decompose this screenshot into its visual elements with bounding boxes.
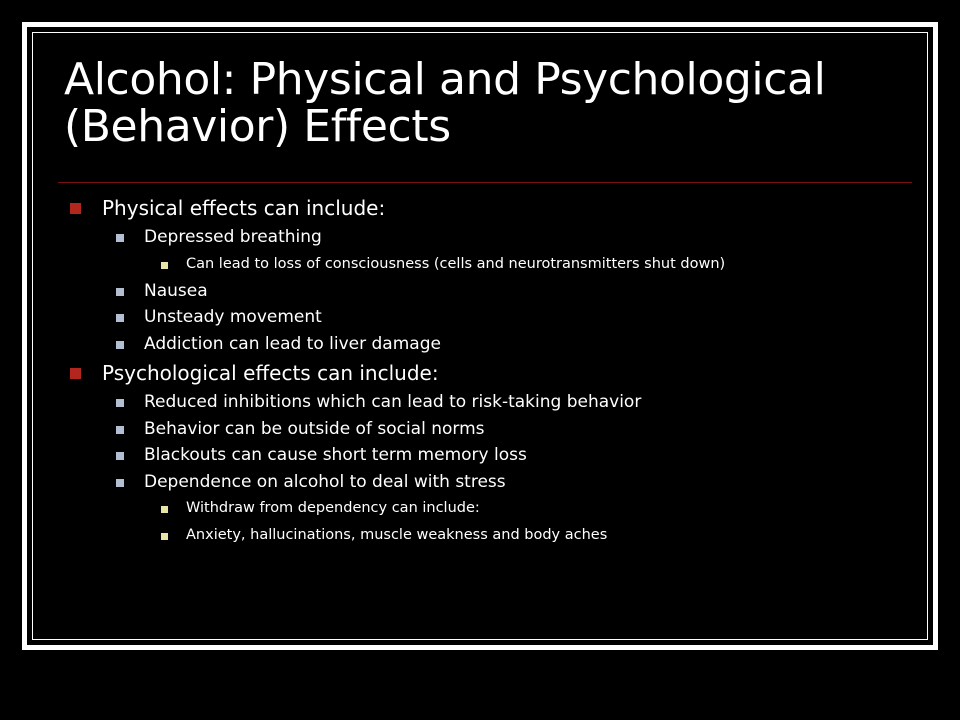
sub-sub-bullet-loss-of-consciousness — [70, 251, 910, 278]
bullet-psychological-effects — [70, 357, 910, 389]
sub-bullet-blackouts — [70, 442, 910, 469]
bullet-text: Depressed breathing — [144, 227, 322, 247]
sub-bullet-depressed-breathing — [70, 224, 910, 251]
sub-bullet-dependence — [70, 469, 910, 496]
sub-bullet-social-norms — [70, 416, 910, 443]
bullet-physical-effects — [70, 192, 910, 224]
square-bullet-icon — [116, 288, 124, 296]
square-bullet-icon — [116, 452, 124, 460]
square-bullet-icon — [70, 368, 81, 379]
bullet-list — [70, 192, 910, 549]
square-bullet-icon — [116, 314, 124, 322]
bullet-text: Can lead to loss of consciousness (cells and neurotransmitters shut down) — [186, 255, 726, 272]
square-bullet-icon — [116, 426, 124, 434]
square-bullet-icon — [161, 506, 168, 513]
title-divider — [58, 182, 912, 183]
square-bullet-icon — [116, 479, 124, 487]
sub-bullet-reduced-inhibitions — [70, 389, 910, 416]
bullet-text: Blackouts can cause short term memory loss — [144, 445, 527, 465]
bullet-text: Physical effects can include: — [102, 196, 386, 220]
bullet-text: Anxiety, hallucinations, muscle weakness and body aches — [186, 527, 608, 543]
bullet-text: Behavior can be outside of social norms — [144, 418, 485, 439]
square-bullet-icon — [161, 533, 168, 540]
sub-bullet-nausea — [70, 278, 910, 305]
sub-bullet-liver-damage — [70, 331, 910, 358]
square-bullet-icon — [70, 203, 81, 214]
bullet-text: Dependence on alcohol to deal with stress — [144, 471, 506, 492]
bullet-text: Psychological effects can include: — [102, 361, 439, 385]
sub-sub-bullet-withdraw — [70, 495, 910, 522]
square-bullet-icon — [116, 234, 124, 242]
bullet-text: Nausea — [144, 280, 208, 301]
bullet-text: Withdraw from dependency can include: — [186, 500, 480, 516]
bullet-text: Reduced inhibitions which can lead to risk-taking behavior — [144, 392, 642, 412]
bullet-text: Unsteady movement — [144, 307, 322, 327]
sub-bullet-unsteady-movement — [70, 304, 910, 331]
square-bullet-icon — [116, 341, 124, 349]
slide-title: Alcohol: Physical and Psychological (Behavior) Effects — [64, 54, 826, 152]
square-bullet-icon — [116, 399, 124, 407]
bullet-text: Addiction can lead to liver damage — [144, 333, 441, 354]
square-bullet-icon — [161, 262, 168, 269]
sub-sub-bullet-anxiety — [70, 522, 910, 549]
